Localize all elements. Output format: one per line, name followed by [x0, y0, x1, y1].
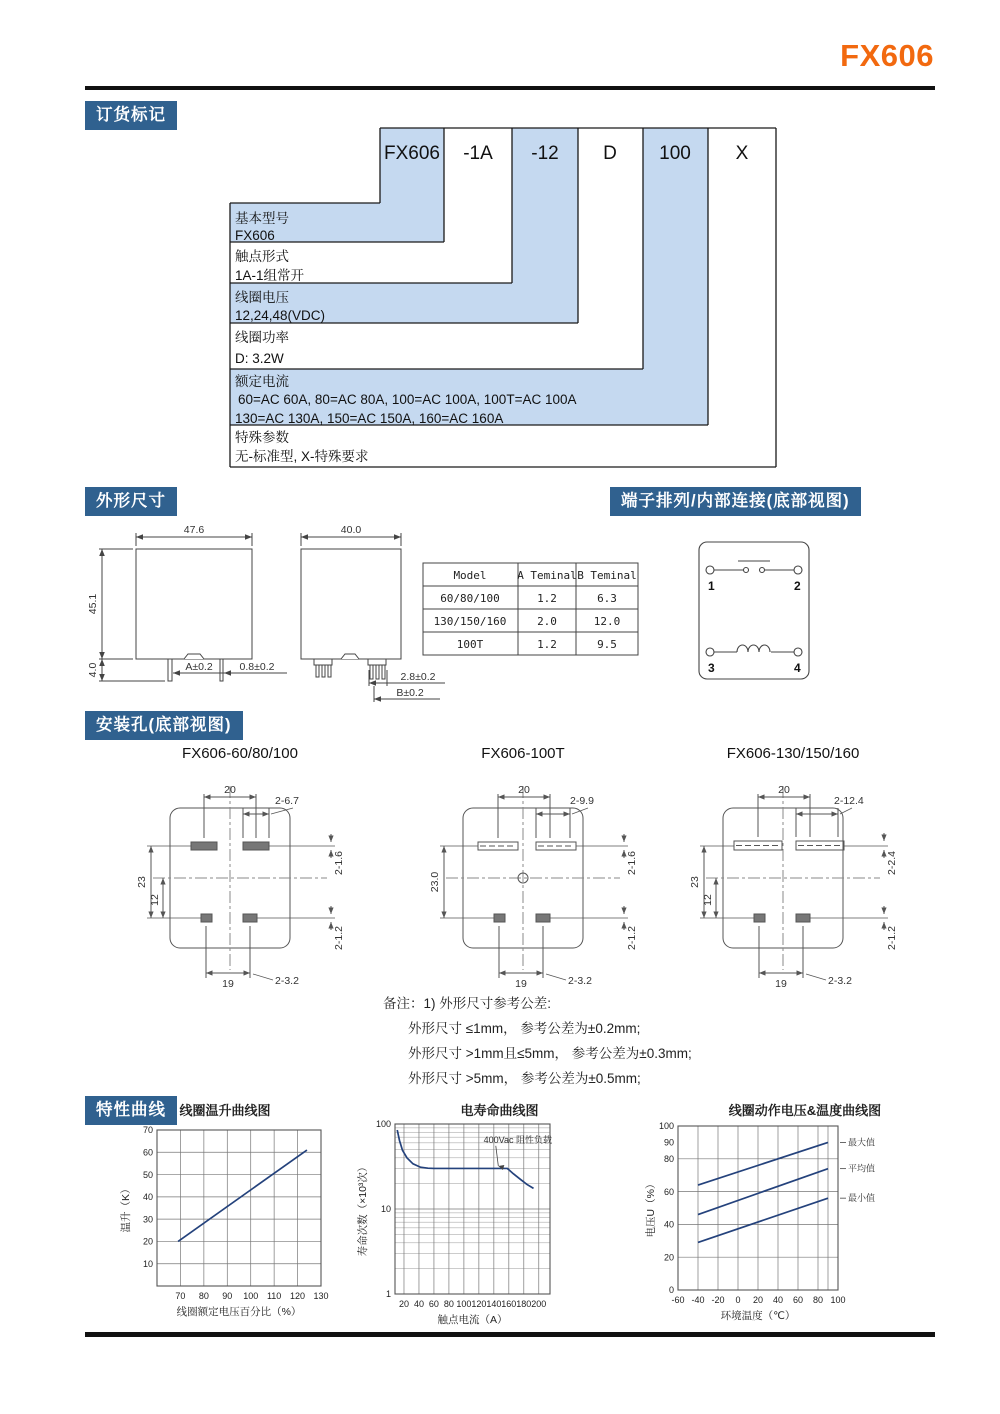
outline-drawings — [85, 520, 915, 705]
order-step-label: 额定电流 — [235, 374, 289, 389]
mounting-title-2: FX606-100T — [481, 745, 565, 762]
order-step-value: 1A-1组常开 — [235, 268, 305, 283]
order-step-value: 130=AC 130A, 150=AC 150A, 160=AC 160A — [235, 411, 504, 426]
chart-coil-voltage-temp — [640, 1100, 970, 1345]
chart-electrical-life — [352, 1100, 647, 1341]
mount-dim-left-inner: 12 — [702, 894, 714, 906]
order-step-value: D: 3.2W — [235, 351, 284, 366]
chart-text: 电压U（%） — [645, 1178, 657, 1238]
note-line — [383, 991, 692, 1016]
chart-text: 0 — [668, 1285, 674, 1296]
chart-text: 60 — [663, 1186, 674, 1197]
mount-dim-right-bottom: 2-1.2 — [333, 926, 345, 950]
order-column-code: -12 — [531, 143, 559, 164]
chart-text: 80 — [663, 1154, 674, 1164]
mount-dim-bottom-right: 2-3.2 — [275, 975, 299, 987]
order-step-label: 线圈功率 — [235, 330, 289, 345]
chart-svg — [95, 1118, 355, 1336]
chart-text: 100 — [456, 1299, 472, 1309]
chart-text: 160 — [501, 1299, 517, 1309]
chart-text: 70 — [175, 1291, 186, 1301]
chart-text: 200 — [531, 1299, 547, 1309]
table-header: B Teminal — [577, 569, 637, 582]
chart-title: 线圈动作电压&温度曲线图 — [728, 1103, 882, 1118]
table-cell: 100T — [456, 638, 484, 651]
mount-dim-top: 20 — [224, 784, 236, 796]
chart-text: 60 — [142, 1147, 153, 1158]
order-step-label: 线圈电压 — [235, 290, 289, 305]
note-text: 1) 外形尺寸参考公差: — [423, 996, 552, 1011]
order-column-code: D — [603, 143, 617, 164]
chart-text: 40 — [772, 1295, 784, 1305]
mount-dim-right-bottom: 2-1.2 — [626, 926, 638, 950]
order-column-code: 100 — [659, 143, 691, 164]
chart-canvas — [352, 1118, 647, 1341]
chart-text: 寿命次数（×10³次） — [357, 1161, 369, 1257]
order-column-code: X — [735, 143, 749, 164]
order-column-code: -1A — [463, 143, 493, 164]
terminal-circle-icon — [794, 566, 802, 574]
coil-icon — [737, 645, 770, 652]
mount-dim-top: 20 — [518, 784, 530, 796]
chart-text: 最小值 — [848, 1193, 876, 1204]
mounting-title-3: FX606-130/150/160 — [726, 745, 860, 762]
chart-canvas — [95, 1118, 355, 1341]
chart-svg — [640, 1118, 970, 1340]
chart-text: 10 — [142, 1258, 153, 1269]
chart-text: 80 — [198, 1291, 209, 1301]
chart-text: 90 — [663, 1137, 674, 1148]
mount-dim-top-right: 2-9.9 — [570, 795, 594, 807]
chart-text: -40 — [691, 1295, 705, 1305]
order-column-code: FX606 — [384, 143, 440, 164]
dim-front-height: 45.1 — [87, 593, 99, 615]
table-cell: 130/150/160 — [433, 615, 507, 628]
chart-text: 100 — [243, 1291, 259, 1301]
chart-text: 1 — [385, 1289, 391, 1300]
chart-text: 20 — [142, 1236, 153, 1247]
chart-text: 120 — [290, 1291, 306, 1301]
chart-text: 60 — [428, 1299, 439, 1309]
chart-line — [698, 1198, 828, 1242]
chart-title: 线圈温升曲线图 — [179, 1103, 271, 1118]
table-cell: 12.0 — [593, 615, 621, 628]
tolerance-notes — [383, 991, 692, 1091]
chart-svg — [352, 1118, 647, 1336]
chart-text: 线圈额定电压百分比（%） — [176, 1306, 302, 1318]
mount-dim-top-right: 2-12.4 — [834, 795, 864, 807]
mount-dim-bottom-right: 2-3.2 — [828, 975, 852, 987]
chart-text: 50 — [142, 1169, 153, 1180]
table-cell: 9.5 — [597, 638, 617, 651]
mount-dim-bottom: 19 — [775, 978, 787, 990]
mounting-title-1: FX606-60/80/100 — [182, 745, 298, 762]
chart-text: 触点电流（A） — [437, 1314, 508, 1326]
chart-text: 环境温度（℃） — [720, 1310, 796, 1322]
section-title-curves: 特性曲线 — [85, 1096, 177, 1125]
section-title-ordering: 订货标记 — [85, 101, 177, 130]
order-step-label: 特殊参数 — [235, 430, 289, 445]
chart-text: 140 — [486, 1299, 502, 1309]
outline-front-view — [99, 533, 287, 681]
mount-dim-left: 23 — [136, 876, 148, 888]
pin-number: 2 — [794, 579, 801, 593]
mounting-diagram-1 — [95, 768, 385, 993]
order-step-value: 12,24,48(VDC) — [235, 308, 326, 323]
dim-side-width: 40.0 — [340, 524, 362, 536]
dim-front-width: 47.6 — [183, 524, 205, 536]
terminal-diagram — [699, 542, 809, 679]
chart-text: 100 — [375, 1119, 391, 1130]
chart-text: 40 — [413, 1299, 424, 1309]
section-title-mounting: 安装孔(底部视图) — [85, 711, 243, 740]
mount-dim-right-bottom: 2-1.2 — [886, 926, 898, 950]
terminal-circle-icon — [706, 648, 714, 656]
mount-dim-top-right: 2-6.7 — [275, 795, 299, 807]
chart-text: 100 — [658, 1121, 674, 1132]
dim-front-pin-a: A±0.2 — [185, 661, 213, 673]
section-title-dimensions: 外形尺寸 — [85, 487, 177, 516]
chart-text: 120 — [471, 1299, 487, 1309]
terminal-circle-icon — [794, 648, 802, 656]
mount-dim-bottom: 19 — [515, 978, 527, 990]
mount-dim-top: 20 — [778, 784, 790, 796]
ordering-diagram — [85, 120, 785, 475]
chart-text: 平均值 — [848, 1163, 876, 1174]
bottom-rule — [85, 1332, 935, 1337]
top-rule — [85, 86, 935, 90]
note-line: 外形尺寸 ≤1mm， 参考公差为±0.2mm; — [408, 1021, 641, 1036]
order-step-value: 60=AC 60A, 80=AC 80A, 100=AC 100A, 100T=AC 100A — [238, 392, 577, 407]
mount-dim-bottom: 19 — [222, 978, 234, 990]
pin-number: 4 — [794, 661, 801, 675]
mount-dim-right-top: 2-1.6 — [333, 851, 345, 875]
mount-dim-right-top: 2-1.6 — [626, 851, 638, 875]
chart-coil-temp-rise — [95, 1100, 355, 1341]
chart-title: 电寿命曲线图 — [460, 1103, 539, 1118]
chart-text: 70 — [142, 1125, 153, 1136]
mount-dim-left: 23.0 — [429, 871, 441, 893]
chart-text: 20 — [752, 1295, 764, 1305]
chart-line — [178, 1150, 307, 1241]
chart-text: -60 — [671, 1295, 685, 1305]
dim-front-pin-length: 4.0 — [87, 662, 99, 678]
note-line: 外形尺寸 >1mm且≤5mm， 参考公差为±0.3mm; — [408, 1046, 692, 1061]
pin-number: 1 — [708, 579, 715, 593]
chart-text: 80 — [812, 1295, 824, 1305]
chart-text: 40 — [142, 1192, 153, 1203]
chart-text: 100 — [830, 1295, 846, 1305]
chart-text: 最大值 — [848, 1137, 876, 1148]
chart-canvas — [640, 1118, 970, 1345]
chart-text: 110 — [266, 1291, 282, 1301]
table-header: A Teminal — [517, 569, 577, 582]
mount-dim-left-inner: 12 — [149, 894, 161, 906]
section-title-terminals: 端子排列/内部连接(底部视图) — [610, 487, 861, 516]
chart-text: 0 — [735, 1295, 741, 1305]
chart-text: 温升（K） — [120, 1183, 132, 1233]
chart-text: 80 — [443, 1299, 454, 1309]
chart-text: 20 — [663, 1252, 674, 1263]
contact-point-icon — [744, 568, 749, 573]
order-step-value: 无-标准型, X-特殊要求 — [235, 449, 369, 464]
order-step-label: 触点形式 — [235, 249, 289, 264]
page-title: FX606 — [840, 38, 934, 73]
dim-side-pin-a: 2.8±0.2 — [400, 671, 436, 683]
chart-text: 10 — [380, 1204, 391, 1215]
mounting-diagram-3 — [648, 768, 938, 993]
chart-text: 400Vac 阻性负载 — [483, 1134, 552, 1145]
chart-text: 60 — [792, 1295, 804, 1305]
chart-text: 40 — [663, 1219, 674, 1230]
table-header: Model — [453, 569, 487, 582]
note-line: 外形尺寸 >5mm， 参考公差为±0.5mm; — [408, 1071, 641, 1086]
table-cell: 1.2 — [537, 592, 557, 605]
chart-text: 90 — [222, 1291, 233, 1301]
table-cell: 2.0 — [537, 615, 557, 628]
mount-dim-bottom-right: 2-3.2 — [568, 975, 592, 987]
table-cell: 60/80/100 — [440, 592, 500, 605]
note-prefix: 备注： — [383, 996, 424, 1011]
contact-point-icon — [760, 568, 765, 573]
mount-dim-left: 23 — [689, 876, 701, 888]
order-step-label: 基本型号 — [235, 211, 289, 226]
dim-front-pin-b: 0.8±0.2 — [239, 661, 275, 673]
terminal-circle-icon — [706, 566, 714, 574]
chart-text: 180 — [516, 1299, 532, 1309]
dim-side-pin-b: B±0.2 — [396, 687, 424, 699]
table-cell: 1.2 — [537, 638, 557, 651]
chart-text: -20 — [711, 1295, 725, 1305]
chart-text: 20 — [398, 1299, 409, 1309]
mounting-diagram-2 — [388, 768, 678, 993]
table-cell: 6.3 — [597, 592, 617, 605]
chart-text: 30 — [142, 1214, 153, 1225]
order-step-value: FX606 — [235, 228, 275, 243]
chart-text: 130 — [313, 1291, 329, 1301]
mount-dim-right-top: 2-2.4 — [886, 851, 898, 875]
chart-line — [698, 1142, 828, 1185]
pin-number: 3 — [708, 661, 715, 675]
